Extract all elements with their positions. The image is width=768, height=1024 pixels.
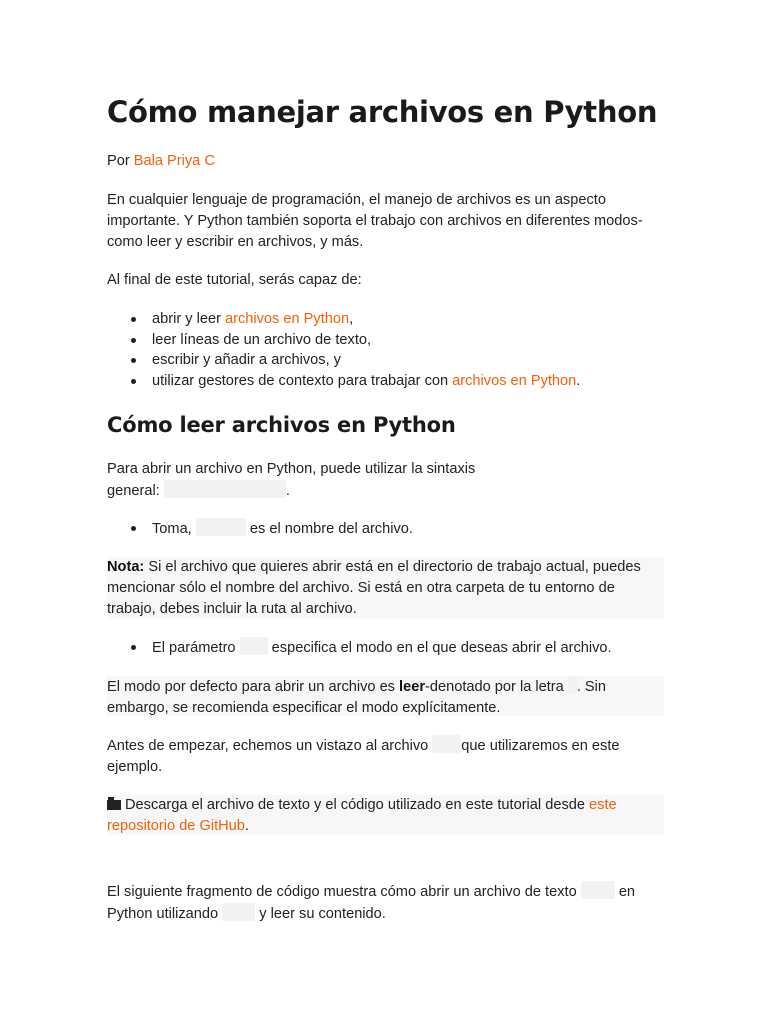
- syntax-text: Para abrir un archivo en Python, puede utilizar la sintaxis: [107, 461, 476, 477]
- filename-list: [107, 518, 664, 540]
- default-mode-paragraph: [107, 676, 664, 719]
- goals-list: [107, 309, 664, 391]
- github-repo-link[interactable]: este repositorio de GitHub: [107, 797, 617, 834]
- inline-code: [432, 735, 461, 753]
- default-mode-text: . Sin embargo, se recomienda especificar el modo explícitamente.: [107, 679, 607, 716]
- snippet-text: El siguiente fragmento de código muestra cómo abrir un archivo de texto: [107, 884, 577, 900]
- list-item-text: .: [576, 372, 581, 389]
- default-mode-text: -denotado por la letra: [425, 679, 564, 695]
- inline-code: [568, 676, 577, 694]
- page-title: Cómo manejar archivos en Python: [107, 95, 658, 129]
- snippet-paragraph: [107, 881, 664, 925]
- syntax-text: general:: [107, 483, 160, 499]
- list-item-text: ,: [349, 311, 354, 327]
- list-item-text: El parámetro: [152, 640, 236, 656]
- before-start-paragraph: [107, 735, 664, 778]
- syntax-text: .: [285, 483, 290, 499]
- download-text: Descarga el archivo de texto y el código utilizado en este tutorial desde: [125, 797, 590, 813]
- list-item: [107, 350, 664, 371]
- note-text: Si el archivo que quieres abrir está en el directorio de trabajo actual, puedes mencionar sólo el nombre del archivo. Si está en otra carpeta de tu entorno de trabajo, debes incluir la ruta al archivo.: [107, 559, 641, 617]
- python-files-link[interactable]: archivos en Python: [225, 311, 350, 327]
- list-item-text: escribir y añadir a archivos, y: [152, 352, 341, 369]
- download-text: .: [244, 818, 249, 834]
- intro-paragraph: En cualquier lenguaje de programación, el manejo de archivos es un aspecto importante. Y Python también soporta el trabajo con archivos en diferentes modos-como leer y escribir en archivos, y más.: [107, 192, 643, 250]
- list-item-text: es el nombre del archivo.: [249, 521, 413, 537]
- bold-text: leer: [399, 679, 426, 695]
- byline: [107, 151, 664, 172]
- mode-list: [107, 637, 664, 659]
- folder-icon: [107, 800, 121, 810]
- list-item-text: Toma,: [152, 521, 192, 537]
- goals-intro: Al final de este tutorial, serás capaz de:: [107, 272, 362, 288]
- syntax-paragraph: [107, 459, 664, 502]
- default-mode-text: El modo por defecto para abrir un archivo es: [107, 679, 400, 695]
- inline-code: [240, 637, 268, 655]
- list-item: [107, 518, 664, 540]
- author-link[interactable]: Bala Priya C: [133, 153, 215, 169]
- before-start-text: que utilizaremos en este ejemplo.: [107, 738, 620, 775]
- inline-code: [222, 903, 255, 921]
- list-item-text: especifica el modo en el que deseas abrir el archivo.: [271, 640, 612, 656]
- python-files-link[interactable]: archivos en Python: [452, 372, 577, 389]
- snippet-text: en Python utilizando: [107, 884, 636, 922]
- list-item: [107, 371, 664, 392]
- list-item-text: utilizar gestores de contexto para trabajar con: [152, 372, 453, 389]
- before-start-text: Antes de empezar, echemos un vistazo al archivo: [107, 738, 429, 754]
- list-item-text: leer líneas de un archivo de texto,: [152, 331, 372, 348]
- list-item: [107, 637, 664, 659]
- list-item-text: abrir y leer: [152, 311, 225, 327]
- inline-code: [581, 881, 615, 899]
- download-paragraph: [107, 795, 664, 837]
- inline-code: [196, 518, 246, 536]
- byline-prefix: Por: [107, 153, 130, 169]
- note-label: Nota:: [107, 559, 145, 575]
- note-paragraph: [107, 557, 664, 620]
- list-item: [107, 309, 664, 330]
- section-title: Cómo leer archivos en Python: [107, 413, 456, 437]
- list-item: [107, 330, 664, 351]
- snippet-text: y leer su contenido.: [259, 906, 386, 922]
- inline-code: [164, 480, 286, 498]
